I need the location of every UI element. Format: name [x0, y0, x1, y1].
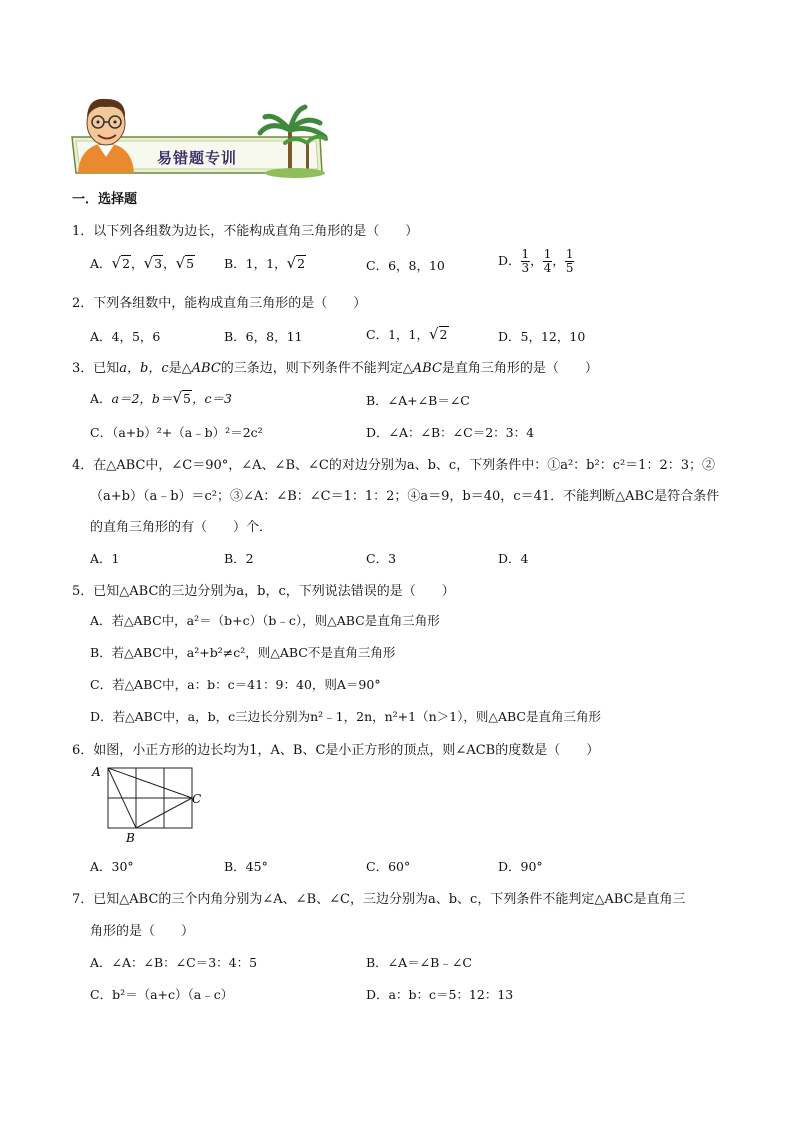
q1-option-c: C．6，8，10: [366, 258, 445, 273]
q6-option-d: D．90°: [498, 859, 543, 874]
q6-option-a: A．30°: [90, 859, 134, 874]
q4-option-d: D．4: [498, 551, 529, 566]
q7-option-c: C．b²＝（a+c）（a﹣c）: [90, 987, 234, 1002]
q6-grid-figure: [88, 762, 208, 846]
question-7-line-2: 角形的是（ ）: [90, 924, 195, 939]
q6-option-c: C．60°: [366, 859, 411, 874]
point-b-label: B: [126, 831, 135, 845]
question-4-line-1: 4．在△ABC中，∠C＝90°，∠A、∠B、∠C的对边分别为a、b、c，下列条件中：①a²：b²：c²＝1：2：3；②: [72, 458, 715, 473]
banner-title: 易错题专训: [157, 149, 238, 167]
q4-option-b: B．2: [224, 551, 254, 566]
q7-option-b: B．∠A＝∠B﹣∠C: [366, 955, 472, 970]
q5-option-a: A．若△ABC中，a²＝（b+c）（b﹣c），则△ABC是直角三角形: [90, 613, 440, 628]
question-6-stem: 6．如图，小正方形的边长均为1，A、B、C是小正方形的顶点，则∠ACB的度数是（ ）: [72, 743, 600, 758]
question-1-stem: 1．以下列各组数为边长，不能构成直角三角形的是（ ）: [72, 224, 419, 239]
q5-option-d: D．若△ABC中，a，b，c三边长分别为n²﹣1，2n，n²+1（n＞1），则△ABC是直角三角形: [90, 709, 601, 724]
q1-option-d: D． $\frac{1}{3}$ ， $\frac{1}{4}$ ， $\frac{1}{5}$: [498, 247, 574, 275]
q3-option-a: A．a＝2，b＝√5，c＝3: [90, 389, 232, 407]
point-c-label: C: [192, 792, 202, 806]
q2-option-d: D．5，12，10: [498, 329, 586, 344]
point-a-label: A: [92, 765, 101, 779]
q2-option-b: B．6，8，11: [224, 329, 303, 344]
q7-option-a: A．∠A：∠B：∠C＝3：4：5: [90, 955, 258, 970]
q5-option-b: B．若△ABC中，a²+b²≠c²，则△ABC不是直角三角形: [90, 645, 396, 660]
question-4-line-2: （a+b）（a﹣b）＝c²；③∠A：∠B：∠C＝1：1：2；④a＝9，b＝40，c＝41．不能判断△ABC是符合条件: [90, 489, 720, 504]
question-4-line-3: 的直角三角形的有（ ）个．: [90, 520, 273, 535]
q3-option-d: D．∠A：∠B：∠C＝2：3：4: [366, 425, 535, 440]
question-2-stem: 2．下列各组数中，能构成直角三角形的是（ ）: [72, 296, 367, 311]
q7-option-d: D．a：b：c＝5：12：13: [366, 987, 514, 1002]
q3-option-c: C．（a+b）²+（a﹣b）²＝2c²: [90, 425, 263, 440]
q1-option-b: B．1，1，√2: [224, 254, 306, 272]
teacher-avatar-icon: [78, 99, 134, 173]
q4-option-a: A．1: [90, 551, 120, 566]
question-7-line-1: 7．已知△ABC的三个内角分别为∠A、∠B、∠C，三边分别为a、b、c，下列条件不能判定△ABC是直角三: [72, 892, 686, 907]
q2-option-a: A．4，5，6: [90, 329, 161, 344]
q5-option-c: C．若△ABC中，a：b：c＝41：9：40，则A＝90°: [90, 677, 381, 692]
q4-option-c: C．3: [366, 551, 397, 566]
question-3-stem: 3．已知a，b，c是△ABC的三条边，则下列条件不能判定△ABC是直角三角形的是（ ）: [72, 361, 598, 376]
q2-option-c: C．1，1，√2: [366, 325, 448, 343]
q6-option-b: B．45°: [224, 859, 268, 874]
q1-option-a: A．√2，√3，√5: [90, 254, 195, 272]
section-title: 一．选择题: [72, 192, 138, 207]
question-5-stem: 5．已知△ABC的三边分别为a，b，c，下列说法错误的是（ ）: [72, 584, 455, 599]
q3-option-b: B．∠A+∠B＝∠C: [366, 393, 470, 408]
